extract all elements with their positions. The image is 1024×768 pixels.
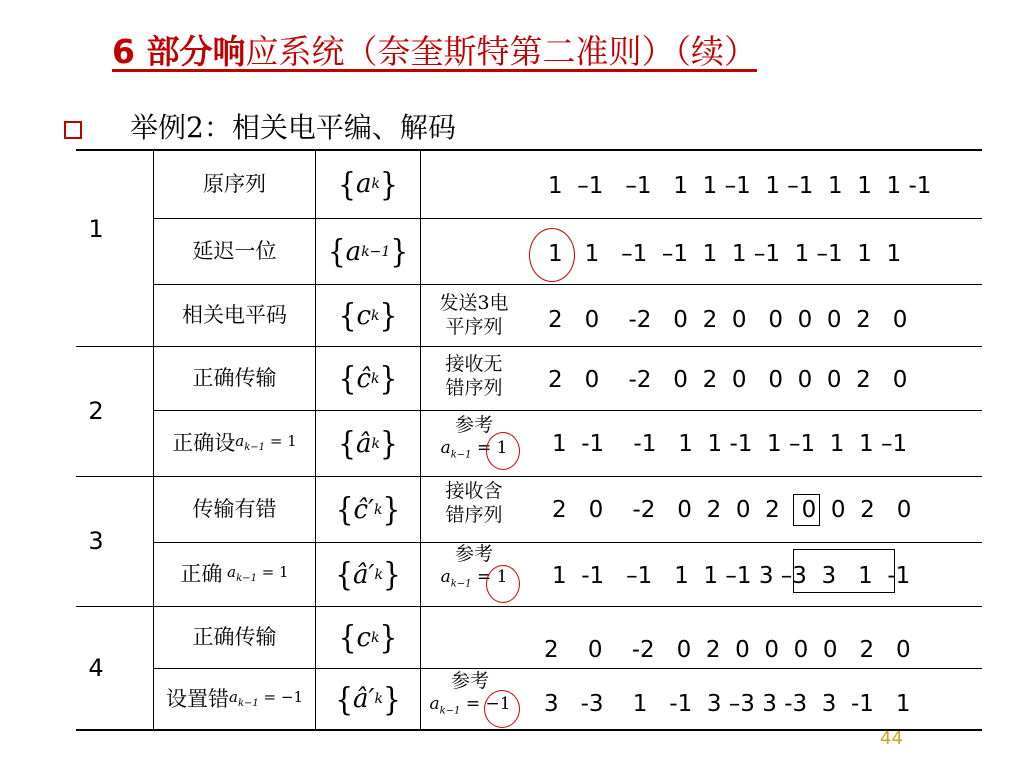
column-divider <box>420 150 421 730</box>
symbol-cell: { a k−1 } <box>327 232 409 271</box>
symbol-cell: { c k } <box>338 618 398 657</box>
row-label: 相关电平码 <box>182 303 287 328</box>
table-bottom-border <box>76 729 982 731</box>
note-send-3level: 发送3电 平序列 <box>439 292 509 338</box>
sequence-correlative: 2 0 -2 0 2 0 0 0 0 2 0 <box>548 307 908 333</box>
row-label: 正确设 <box>172 431 236 456</box>
equation-a-init: $a_{k-1} = -1$ <box>229 687 303 709</box>
note-receive-no-error: 接收无 错序列 <box>445 353 503 399</box>
symbol-cell: { ĉ′ k } <box>335 490 401 529</box>
group-label-4: 4 <box>88 654 104 683</box>
row-label-with-eq <box>154 543 315 606</box>
symbol-cell: { â′ k } <box>335 555 401 594</box>
sequence-wrong-init: 3 -3 1 -1 3 –3 3 -3 3 -1 1 <box>544 691 911 717</box>
error-propagation-box <box>793 549 895 593</box>
highlight-circle <box>529 228 575 282</box>
sequence-received: 2 0 -2 0 2 0 0 0 0 2 0 <box>548 367 908 393</box>
highlight-circle <box>484 690 520 728</box>
title-bold: 部分响 <box>146 32 246 71</box>
symbol-cell: { a k } <box>338 165 398 203</box>
group-label-3: 3 <box>88 527 104 556</box>
highlight-circle <box>486 432 520 470</box>
equation-a-init: $a_{k-1} = 1$ <box>227 563 289 585</box>
note-receive-error: 接收含 错序列 <box>445 480 503 526</box>
symbol-cell: { â k } <box>338 424 398 463</box>
sequence-correct-transmit: 2 0 -2 0 2 0 0 0 0 2 0 <box>544 637 911 663</box>
row-label-with-eq <box>154 669 315 729</box>
title-rest: 应系统（奈奎斯特第二准则）（续） <box>245 32 757 71</box>
sequence-delayed: 1 1 –1 –1 1 1 –1 1 –1 1 1 <box>548 241 902 267</box>
row-label: 正确传输 <box>192 625 277 650</box>
sequence-decoded-error: 1 -1 –1 1 1 –1 3 –3 3 1 -1 <box>552 563 911 589</box>
note-reference: 参考 $a_{k-1} = 1$ <box>440 414 508 461</box>
note-reference: 参考 $a_{k-1} = -1$ <box>429 670 511 717</box>
slide-subtitle: 举例2：相关电平编、解码 <box>130 111 456 144</box>
sequence-received-error: 2 0 -2 0 2 0 2 0 0 2 0 <box>552 497 912 523</box>
error-box <box>793 494 820 526</box>
row-label: 传输有错 <box>192 497 277 522</box>
note-reference: 参考 $a_{k-1} = 1$ <box>440 543 508 590</box>
sequence-decoded: 1 -1 -1 1 1 -1 1 –1 1 1 –1 <box>552 431 908 457</box>
row-label: 原序列 <box>203 171 266 196</box>
row-label: 正确传输 <box>192 366 277 391</box>
symbol-cell: { c k } <box>338 296 398 335</box>
symbol-cell: { â′ k } <box>335 680 401 718</box>
slide-title <box>112 26 1012 82</box>
group-label-2: 2 <box>88 397 104 426</box>
sequence-original: 1 –1 –1 1 1 –1 1 –1 1 1 1 -1 <box>548 173 932 199</box>
group-label-1: 1 <box>88 215 104 244</box>
page-number: 44 <box>880 728 903 749</box>
symbol-cell: { ĉ k } <box>338 359 398 398</box>
row-label: 延迟一位 <box>192 239 277 264</box>
bullet-square-icon <box>64 121 82 139</box>
row-label: 正确 <box>180 562 223 587</box>
row-label-with-eq <box>154 411 315 476</box>
highlight-circle <box>486 565 520 603</box>
title-number: 6 <box>112 32 147 71</box>
row-label: 设置错 <box>166 686 229 711</box>
equation-a-init: $a_{k-1} = 1$ <box>235 432 297 454</box>
